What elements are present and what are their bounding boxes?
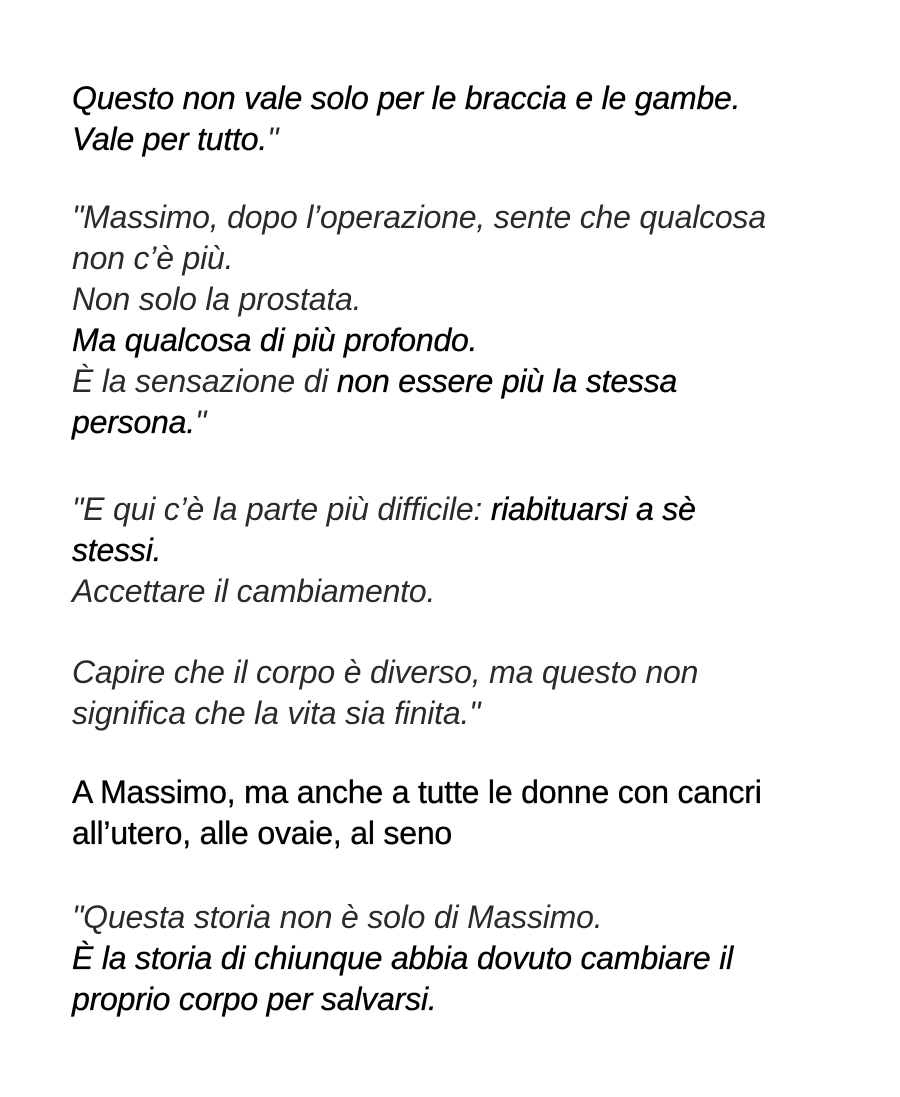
text-line xyxy=(72,119,842,160)
paragraph-1 xyxy=(72,78,842,160)
text-span: Vale per tutto. xyxy=(72,121,268,157)
paragraph-3 xyxy=(72,489,842,612)
text-line: È la storia di chiunque abbia dovuto cambiare il xyxy=(72,940,734,976)
text-line: Non solo la prostata. xyxy=(72,281,362,317)
text-span: "E qui c’è la parte più difficile: xyxy=(72,491,491,527)
text-span: " xyxy=(194,404,207,440)
text-line: significa che la vita sia finita." xyxy=(72,695,481,731)
text-line: A Massimo, ma anche a tutte le donne con cancri xyxy=(72,774,762,810)
text-line: non c’è più. xyxy=(72,240,234,276)
text-line: Questo non vale solo per le braccia e le gambe. xyxy=(72,80,741,116)
text-line xyxy=(72,489,842,530)
text-line: stessi. xyxy=(72,532,162,568)
text-span: È la sensazione di xyxy=(72,363,337,399)
text-line: Capire che il corpo è diverso, ma questo non xyxy=(72,654,699,690)
text-line: all’utero, alle ovaie, al seno xyxy=(72,815,453,851)
text-line: "Questa storia non è solo di Massimo. xyxy=(72,899,603,935)
text-line: Ma qualcosa di più profondo. xyxy=(72,322,478,358)
text-line: proprio corpo per salvarsi. xyxy=(72,981,437,1017)
text-line: "Massimo, dopo l’operazione, sente che qualcosa xyxy=(72,199,766,235)
text-span: riabituarsi a sè xyxy=(490,491,696,527)
text-line: Accettare il cambiamento. xyxy=(72,573,436,609)
text-span: persona. xyxy=(72,404,195,440)
paragraph-2 xyxy=(72,197,842,443)
paragraph-6 xyxy=(72,897,842,1020)
text-span: non essere più la stessa xyxy=(336,363,678,399)
paragraph-5 xyxy=(72,772,842,854)
text-line xyxy=(72,361,842,402)
text-span: " xyxy=(267,121,279,157)
text-line xyxy=(72,402,842,443)
paragraph-4 xyxy=(72,652,842,734)
